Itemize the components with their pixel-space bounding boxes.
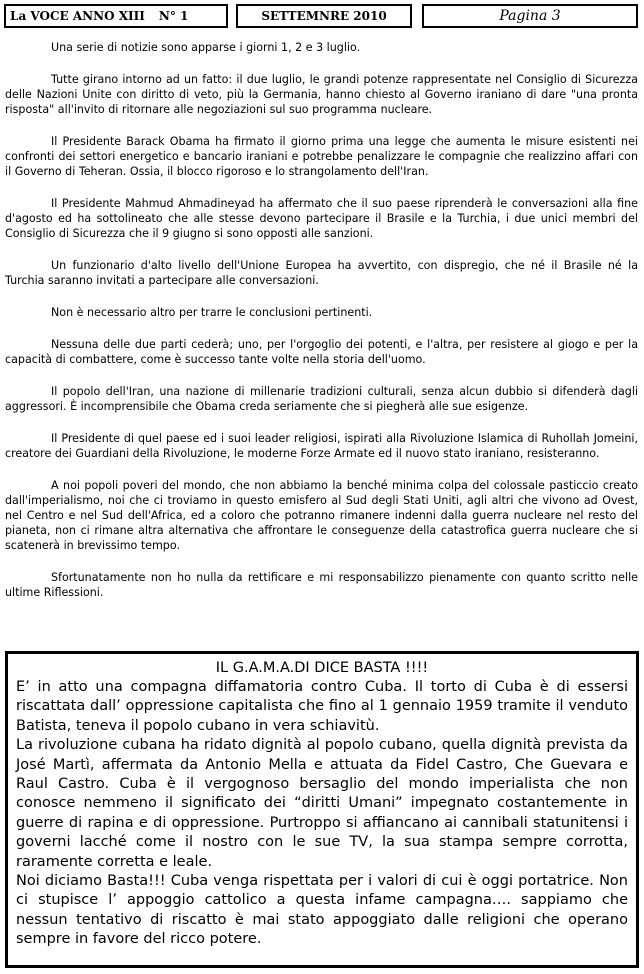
article-paragraph: Il popolo dell'Iran, una nazione di millenarie tradizioni culturali, senza alcun dubbio si difenderà dagli aggressori. È incomprensibile che Obama creda seriamente che si piegherà alle sue esigenze. bbox=[5, 385, 638, 413]
article-paragraph: Una serie di notizie sono apparse i giorni 1, 2 e 3 luglio. bbox=[51, 41, 361, 54]
article-paragraph: Il Presidente Mahmud Ahmadineyad ha affermato che il suo paese riprenderà le conversazioni alla fine d'agosto ed ha sottolineato che alle stesse devono partecipare il Brasile e la Turchia, i due unici membri del Consiglio di Sicurezza che il 9 giugno si sono opposti alle sanzioni. bbox=[5, 197, 638, 240]
month-box bbox=[236, 4, 412, 28]
page-header bbox=[4, 4, 640, 30]
issue-month: SETTEMNRE 2010 bbox=[261, 9, 387, 23]
article-paragraph: Il Presidente Barack Obama ha firmato il giorno prima una legge che aumenta le misure esistenti nei confronti dei settori energetico e bancario iraniani e potrebbe penalizzare le compagnie che realizzino affari con il Governo di Teheran. Ossia, il blocco rigoroso e lo strangolamento dell'Iran. bbox=[5, 135, 638, 178]
article-paragraph: Non è necessario altro per trarre le conclusioni pertinenti. bbox=[51, 306, 373, 319]
article-paragraph: Sfortunatamente non ho nulla da rettificare e mi responsabilizzo pienamente con quanto scritto nelle ultime Riflessioni. bbox=[5, 571, 638, 599]
box-paragraph: La rivoluzione cubana ha ridato dignità al popolo cubano, quella dignità prevista da José Martì, affermata da Antonio Mella e attuata da Fidel Castro, Che Guevara e Raul Castro. Cuba è il vergognoso bersaglio del mondo imperialista che non conosce nemmeno il significato dei “diritti Umani” impegnato costantemente in guerre di rapina e di oppressione. Purtroppo si affiancano ai cannibali statunitensi i governi lacché come il nostro con le sue TV, la sua stampa sempre corrotta, raramente corretta e leale. bbox=[16, 737, 628, 870]
box-paragraph: E’ in atto una compagna diffamatoria contro Cuba. Il torto di Cuba è di essersi riscattata dall’ oppressione capitalista che fino al 1 gennaio 1959 tramite il venduto Batista, teneva il popolo cubano in vera schiavitù. bbox=[16, 679, 628, 734]
page-box bbox=[422, 4, 638, 28]
article-paragraph: Tutte girano intorno ad un fatto: il due luglio, le grandi potenze rappresentate nel Consiglio di Sicurezza delle Nazioni Unite con diritto di veto, più la Germania, hanno chiesto al Governo iraniano di dare "una pronta risposta" all'invito di ritornare alle negoziazioni sul suo programma nucleare. bbox=[5, 73, 638, 116]
article-paragraph: Nessuna delle due parti cederà; uno, per l'orgoglio dei potenti, e l'altra, per resistere al giogo e per la capacità di combattere, come è successo tante volte nella storia dell'uomo. bbox=[5, 338, 638, 366]
article-paragraph: A noi popoli poveri del mondo, che non abbiamo la benché minima colpa del colossale pasticcio creato dall'imperialismo, noi che ci troviamo in questo emisfero al Sud degli Stati Uniti, agli altri che vivono ad Ovest, nel Centro e nel Sud dell'Africa, ed a coloro che potranno rimanere indenni dalla guerra nucleare nel resto del pianeta, non ci rimane altra alternativa che affrontare le conseguenze della catastrofica guerra nucleare che si scatenerà in brevissimo tempo. bbox=[5, 479, 638, 552]
publication-name: La VOCE ANNO XIII bbox=[10, 9, 145, 23]
issue-number: N° 1 bbox=[158, 9, 189, 23]
box-paragraph: Noi diciamo Basta!!! Cuba venga rispettata per i valori di cui è oggi portatrice. Non ci stupisce l’ appoggio cattolico a questa infame campagna…. sappiamo che nessun tentativo di riscatto è mai stato appoggiato dalle religioni che operano sempre in favore del ricco potere. bbox=[16, 873, 628, 948]
article-paragraph: Il Presidente di quel paese ed i suoi leader religiosi, ispirati alla Rivoluzione Islamica di Ruhollah Jomeini, creatore dei Guardiani della Rivoluzione, le moderne Forze Armate ed il nuovo stato iraniano, resisteranno. bbox=[5, 432, 638, 460]
publication-box bbox=[4, 4, 228, 28]
article-body bbox=[5, 40, 638, 617]
box-body bbox=[16, 678, 628, 950]
page-number: Pagina 3 bbox=[499, 8, 561, 24]
box-title: IL G.A.M.A.DI DICE BASTA !!!! bbox=[215, 660, 429, 676]
gama-statement-box bbox=[5, 651, 639, 968]
article-paragraph: Un funzionario d'alto livello dell'Unione Europea ha avvertito, con dispregio, che né il Brasile né la Turchia saranno invitati a partecipare alle conversazioni. bbox=[5, 259, 638, 287]
